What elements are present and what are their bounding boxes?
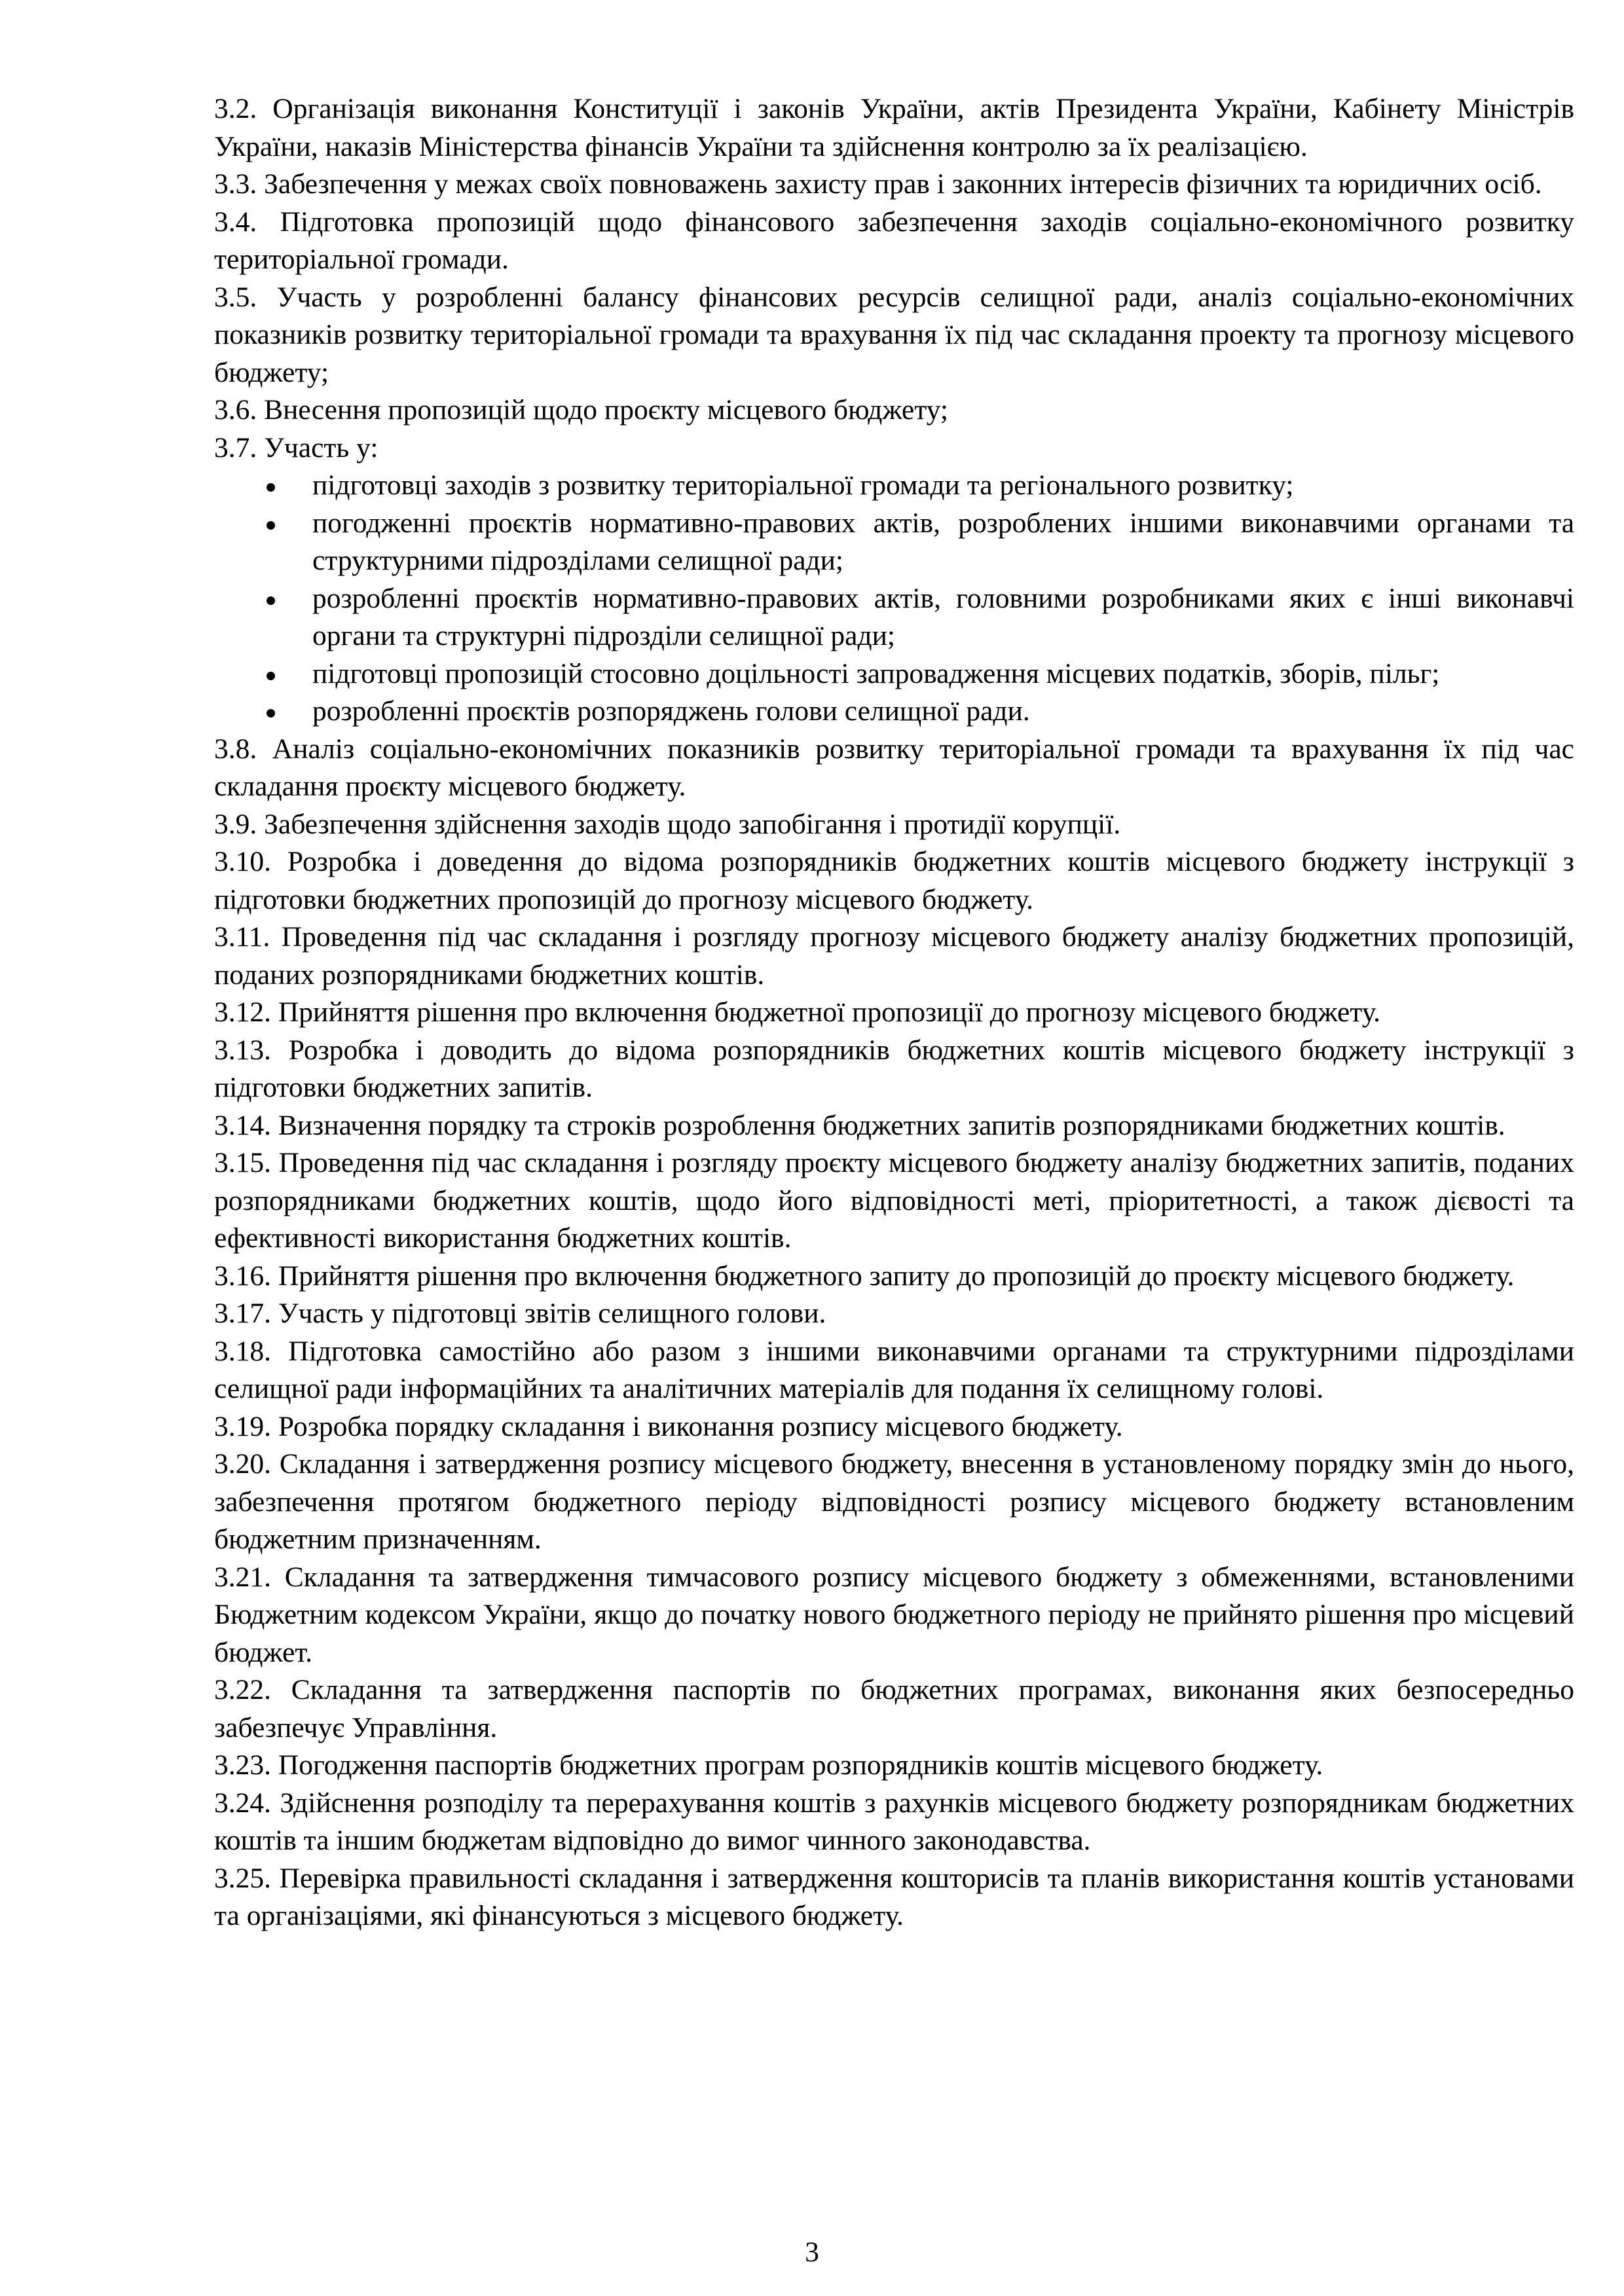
paragraph-3-19: 3.19. Розробка порядку складання і виконання розпису місцевого бюджету. xyxy=(214,1410,1123,1442)
paragraph-3-6: 3.6. Внесення пропозицій щодо проєкту місцевого бюджету; xyxy=(214,394,948,426)
paragraph-3-4: 3.4. Підготовка пропозицій щодо фінансового забезпечення заходів соціально-економічного розвитку територіальної громади. xyxy=(214,206,1574,275)
paragraph-3-13: 3.13. Розробка і доводить до відома розпорядників бюджетних коштів місцевого бюджету інструкції з підготовки бюджетних запитів. xyxy=(214,1034,1574,1103)
paragraph-3-15: 3.15. Проведення під час складання і розгляду проєкту місцевого бюджету аналізу бюджетних запитів, поданих розпорядниками бюджетних коштів, щодо його відповідності меті, пріоритетності, а також дієвості та ефективності використання бюджетних коштів. xyxy=(214,1147,1574,1254)
paragraph-3-9: 3.9. Забезпечення здійснення заходів щодо запобігання і протидії корупції. xyxy=(214,808,1121,840)
bullet-text: розробленні проєктів нормативно-правових актів, головними розробниками яких є інші виконавчі органи та структурні підрозділи селищної ради; xyxy=(312,582,1574,651)
page-number: 3 xyxy=(805,2236,819,2268)
paragraph-3-7: 3.7. Участь у: xyxy=(214,431,378,464)
bullet-list xyxy=(214,467,1574,731)
paragraph-3-11: 3.11. Проведення під час складання і розгляду прогнозу місцевого бюджету аналізу бюджетних пропозицій, поданих розпорядниками бюджетних коштів. xyxy=(214,921,1574,991)
paragraph-3-8: 3.8. Аналіз соціально-економічних показників розвитку територіальної громади та врахування їх під час складання проєкту місцевого бюджету. xyxy=(214,733,1574,802)
paragraph-3-12: 3.12. Прийняття рішення про включення бюджетної пропозиції до прогнозу місцевого бюджету. xyxy=(214,996,1380,1028)
bullet-text: підготовці пропозицій стосовно доцільності запровадження місцевих податків, зборів, пільг; xyxy=(312,657,1440,689)
paragraph-3-24: 3.24. Здійснення розподілу та перерахування коштів з рахунків місцевого бюджету розпорядникам бюджетних коштів та іншим бюджетам відповідно до вимог чинного законодавства. xyxy=(214,1787,1574,1856)
paragraph-3-14: 3.14. Визначення порядку та строків розроблення бюджетних запитів розпорядниками бюджетних коштів. xyxy=(214,1109,1505,1141)
paragraph-3-2: 3.2. Організація виконання Конституції і законів України, актів Президента України, Кабінету Міністрів України, наказів Міністерства фінансів України та здійснення контролю за їх реалізацією. xyxy=(214,93,1574,162)
bullet-icon xyxy=(267,672,275,680)
bullet-icon xyxy=(267,709,275,718)
bullet-icon xyxy=(267,521,275,530)
paragraph-3-16: 3.16. Прийняття рішення про включення бюджетного запиту до пропозицій до проєкту місцевого бюджету. xyxy=(214,1260,1515,1292)
paragraph-3-3: 3.3. Забезпечення у межах своїх повноважень захисту прав і законних інтересів фізичних та юридичних осіб. xyxy=(214,168,1542,200)
paragraph-3-5: 3.5. Участь у розробленні балансу фінансових ресурсів селищної ради, аналіз соціально-економічних показників розвитку територіальної громади та врахування їх під час складання проекту та прогнозу місцевого бюджету; xyxy=(214,281,1574,388)
paragraph-3-20: 3.20. Складання і затвердження розпису місцевого бюджету, внесення в установленому порядку змін до нього, забезпечення протягом бюджетного періоду відповідності розпису місцевого бюджету встановленим бюджетним призначенням. xyxy=(214,1448,1574,1555)
paragraph-3-23: 3.23. Погодження паспортів бюджетних програм розпорядників коштів місцевого бюджету. xyxy=(214,1749,1323,1781)
paragraph-3-21: 3.21. Складання та затвердження тимчасового розпису місцевого бюджету з обмеженнями, встановленими Бюджетним кодексом України, якщо до початку нового бюджетного періоду не прийнято рішення про місцевий бюджет. xyxy=(214,1561,1574,1668)
bullet-text: розробленні проєктів розпоряджень голови селищної ради. xyxy=(312,695,1030,727)
paragraph-3-22: 3.22. Складання та затвердження паспортів по бюджетних програмах, виконання яких безпосередньо забезпечує Управління. xyxy=(214,1674,1574,1743)
bullet-item xyxy=(214,467,1574,505)
bullet-icon xyxy=(267,596,275,605)
bullet-item xyxy=(214,505,1574,580)
bullet-icon xyxy=(267,483,275,492)
paragraph-3-25: 3.25. Перевірка правильності складання і затвердження кошторисів та планів використання коштів установами та організаціями, які фінансуються з місцевого бюджету. xyxy=(214,1862,1574,1931)
bullet-item xyxy=(214,693,1574,731)
bullet-text: погодженні проєктів нормативно-правових актів, розроблених іншими виконавчими органами та структурними підрозділами селищної ради; xyxy=(312,507,1574,576)
bullet-text: підготовці заходів з розвитку територіальної громади та регіонального розвитку; xyxy=(312,469,1294,501)
bullet-item xyxy=(214,655,1574,693)
document-page xyxy=(214,90,1574,1935)
paragraph-3-10: 3.10. Розробка і доведення до відома розпорядників бюджетних коштів місцевого бюджету інструкції з підготовки бюджетних пропозицій до прогнозу місцевого бюджету. xyxy=(214,846,1574,915)
bullet-item xyxy=(214,580,1574,655)
paragraph-3-18: 3.18. Підготовка самостійно або разом з іншими виконавчими органами та структурними підрозділами селищної ради інформаційних та аналітичних матеріалів для подання їх селищному голові. xyxy=(214,1335,1574,1404)
paragraph-3-17: 3.17. Участь у підготовці звітів селищного голови. xyxy=(214,1298,826,1329)
